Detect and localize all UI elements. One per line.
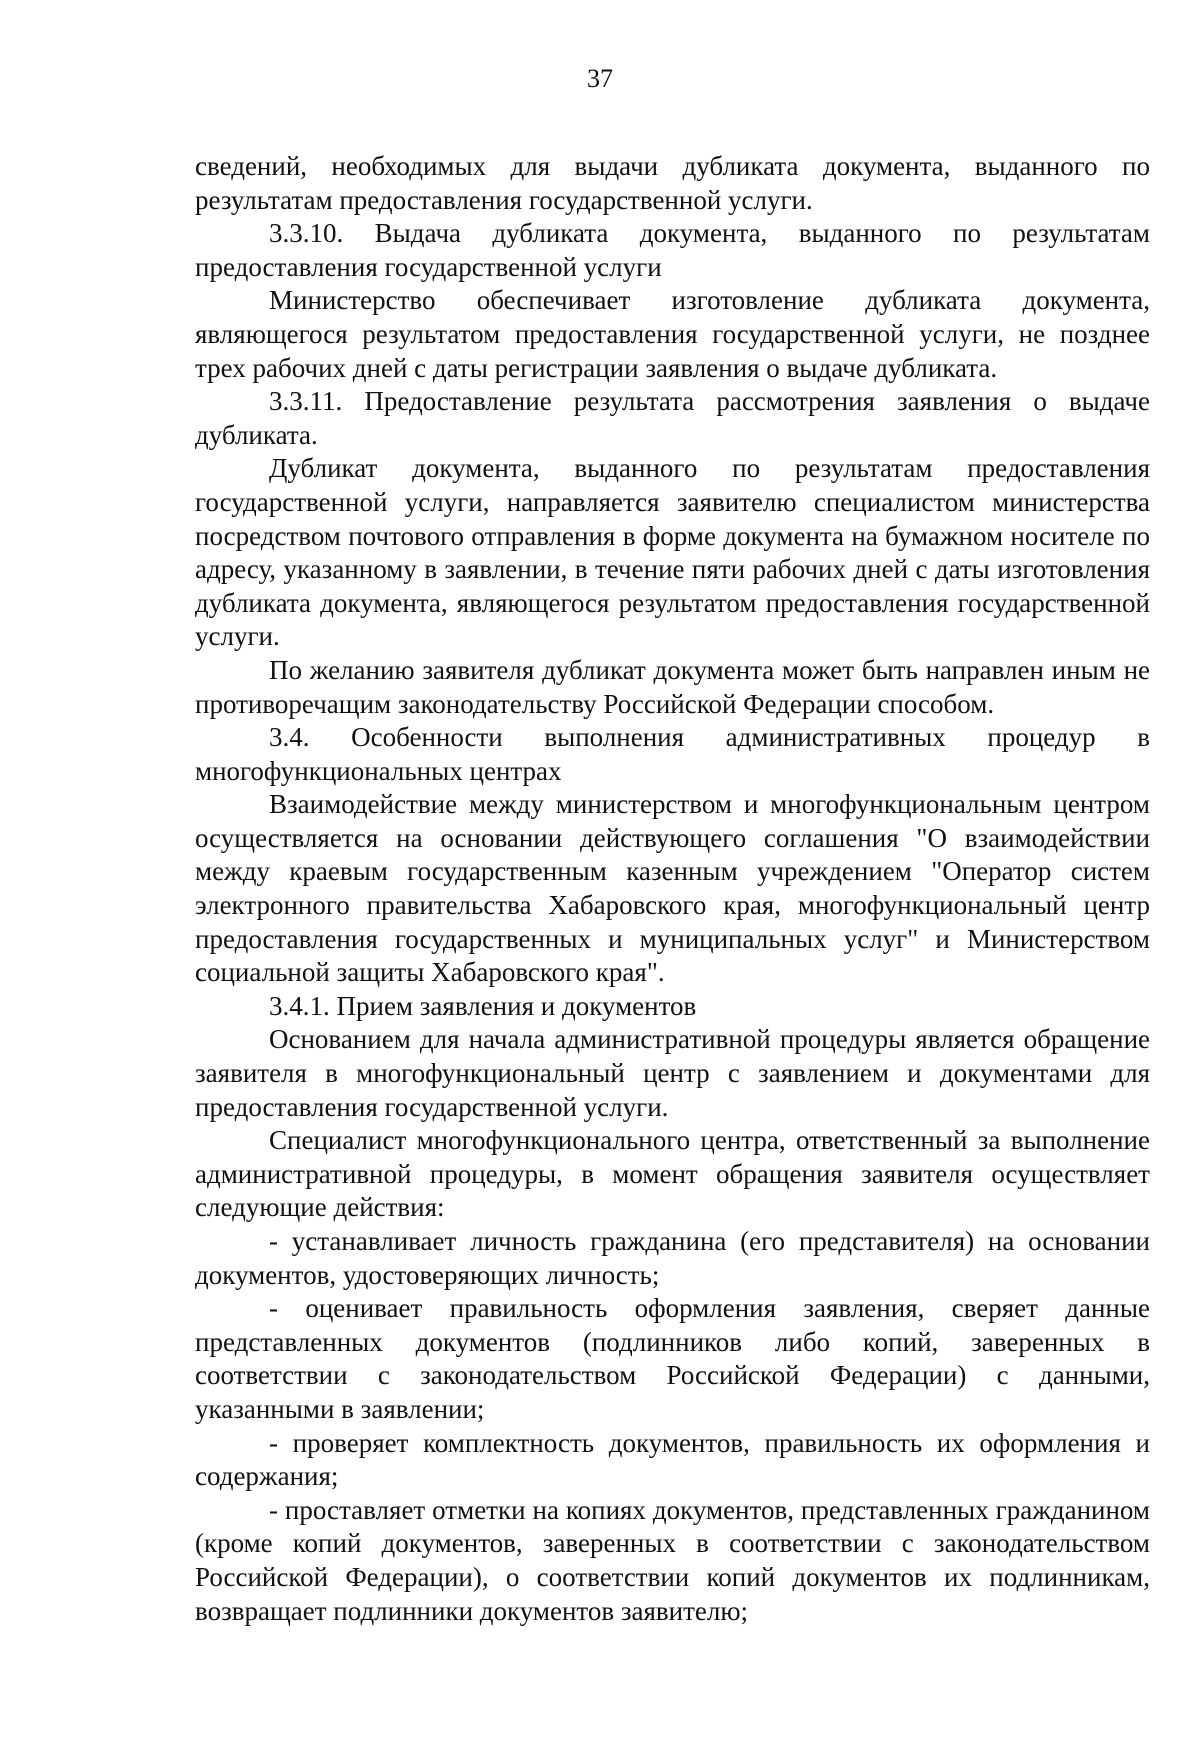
section-heading-3-4: 3.4. Особенности выполнения административных процедур в многофункциональных центрах <box>195 722 1150 786</box>
paragraph: Дубликат документа, выданного по результатам предоставления государственной услуги, направляется заявителю специалистом министерства посредством почтового отправления в форме документа на бумажном носителе по адресу, указанному в заявлении, в течение пяти рабочих дней с даты изготовления дубликата документа, являющегося результатом предоставления государственной услуги. <box>195 453 1150 652</box>
paragraph: Основанием для начала административной процедуры является обращение заявителя в многофункциональный центр с заявлением и документами для предоставления государственной услуги. <box>195 1024 1150 1122</box>
paragraph: Министерство обеспечивает изготовление дубликата документа, являющегося результатом предоставления государственной услуги, не позднее трех рабочих дней с даты регистрации заявления о выдаче дубликата. <box>195 285 1150 383</box>
list-item: - оценивает правильность оформления заявления, сверяет данные представленных документов (подлинников либо копий, заверенных в соответствии с законодательством Российской Федерации) с данными, указанными в заявлении; <box>195 1293 1150 1424</box>
paragraph: Взаимодействие между министерством и многофункциональным центром осуществляется на основании действующего соглашения "О взаимодействии между краевым государственным казенным учреждением "Оператор систем электронного правительства Хабаровского края, многофункциональный центр предоставления государственных и муниципальных услуг" и Министерством социальной защиты Хабаровского края". <box>195 789 1150 988</box>
paragraph: По желанию заявителя дубликат документа может быть направлен иным не противоречащим законодательству Российской Федерации способом. <box>195 654 1150 719</box>
document-body <box>195 150 1150 1628</box>
list-item: - проверяет комплектность документов, правильность их оформления и содержания; <box>195 1427 1150 1492</box>
section-heading-3-4-1: 3.4.1. Прием заявления и документов <box>269 990 697 1021</box>
paragraph: Специалист многофункционального центра, ответственный за выполнение административной процедуры, в момент обращения заявителя осуществляет следующие действия: <box>195 1125 1150 1223</box>
page-number: 37 <box>587 64 613 93</box>
list-item: - устанавливает личность гражданина (его представителя) на основании документов, удостоверяющих личность; <box>195 1226 1150 1290</box>
list-item: - проставляет отметки на копиях документов, представленных гражданином (кроме копий документов, заверенных в соответствии с законодательством Российской Федерации), о соответствии копий документов их подлинникам, возвращает подлинники документов заявителю; <box>195 1494 1150 1626</box>
section-heading-3-3-10: 3.3.10. Выдача дубликата документа, выданного по результатам предоставления государственной услуги <box>195 218 1150 282</box>
section-heading-3-3-11: 3.3.11. Предоставление результата рассмотрения заявления о выдаче дубликата. <box>195 386 1150 450</box>
paragraph-continuation: сведений, необходимых для выдачи дубликата документа, выданного по результатам предоставления государственной услуги. <box>195 151 1150 215</box>
